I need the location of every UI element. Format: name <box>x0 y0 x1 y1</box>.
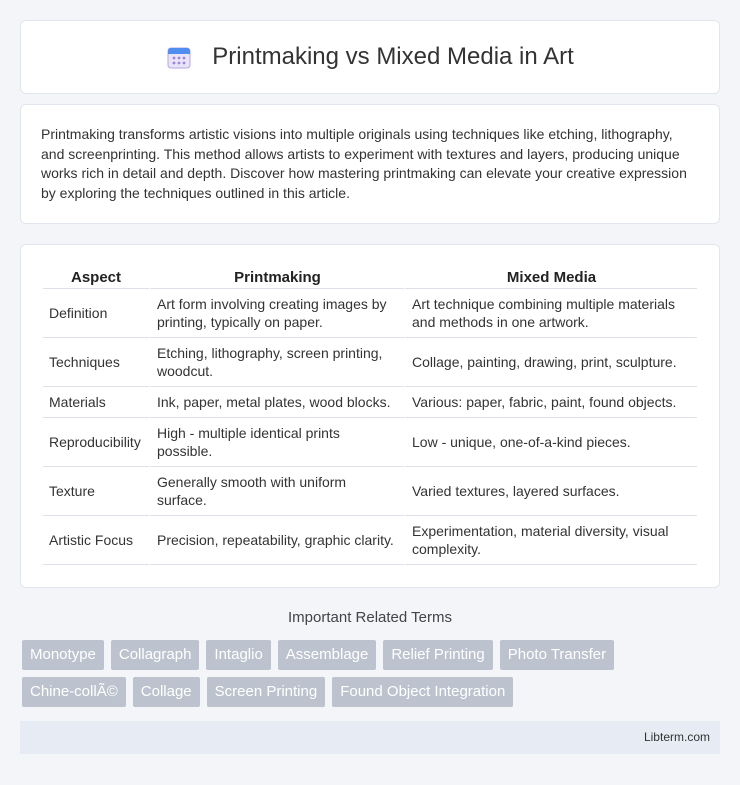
intro-card <box>20 104 720 224</box>
tag-chine-colle[interactable]: Chine-collÃ© <box>22 677 126 707</box>
tag-found-object-integration[interactable]: Found Object Integration <box>332 677 513 707</box>
header-printmaking: Printmaking <box>149 265 404 289</box>
comparison-card <box>20 244 720 588</box>
header-mixed-media: Mixed Media <box>404 265 697 289</box>
calendar-icon <box>166 44 192 70</box>
tag-photo-transfer[interactable]: Photo Transfer <box>500 640 614 670</box>
table-row <box>43 467 697 516</box>
cell-printmaking: Etching, lithography, screen printing, woodcut. <box>149 338 404 387</box>
cell-printmaking: Generally smooth with uniform surface. <box>149 467 404 516</box>
cell-aspect: Reproducibility <box>43 418 149 467</box>
cell-printmaking: Precision, repeatability, graphic clarity. <box>149 516 404 565</box>
cell-aspect: Artistic Focus <box>43 516 149 565</box>
tag-relief-printing[interactable]: Relief Printing <box>383 640 492 670</box>
table-header-row <box>43 265 697 289</box>
tag-screen-printing[interactable]: Screen Printing <box>207 677 326 707</box>
cell-aspect: Texture <box>43 467 149 516</box>
cell-mixed-media: Art technique combining multiple materials and methods in one artwork. <box>404 289 697 338</box>
footer-site-link[interactable]: Libterm.com <box>643 730 710 744</box>
title-card <box>20 20 720 94</box>
cell-printmaking: Ink, paper, metal plates, wood blocks. <box>149 387 404 418</box>
table-row <box>43 338 697 387</box>
cell-printmaking: High - multiple identical prints possible. <box>149 418 404 467</box>
page-title: Printmaking vs Mixed Media in Art <box>212 43 574 70</box>
table-row <box>43 289 697 338</box>
cell-aspect: Materials <box>43 387 149 418</box>
tag-monotype[interactable]: Monotype <box>22 640 104 670</box>
cell-mixed-media: Collage, painting, drawing, print, sculpture. <box>404 338 697 387</box>
footer <box>20 721 720 754</box>
table-row <box>43 516 697 565</box>
comparison-table <box>43 265 697 565</box>
cell-mixed-media: Various: paper, fabric, paint, found objects. <box>404 387 697 418</box>
table-row <box>43 387 697 418</box>
tag-collagraph[interactable]: Collagraph <box>111 640 200 670</box>
tag-assemblage[interactable]: Assemblage <box>278 640 377 670</box>
related-terms-title: Important Related Terms <box>288 609 452 626</box>
cell-printmaking: Art form involving creating images by printing, typically on paper. <box>149 289 404 338</box>
cell-mixed-media: Low - unique, one-of-a-kind pieces. <box>404 418 697 467</box>
cell-aspect: Definition <box>43 289 149 338</box>
cell-aspect: Techniques <box>43 338 149 387</box>
related-terms-tags <box>22 640 722 707</box>
tag-collage[interactable]: Collage <box>133 677 200 707</box>
tag-intaglio[interactable]: Intaglio <box>206 640 270 670</box>
table-row <box>43 418 697 467</box>
intro-text: Printmaking transforms artistic visions into multiple originals using techniques like etching, lithography, and screenprinting. This method allows artists to experiment with textures and layers, producing unique works rich in detail and depth. Discover how mastering printmaking can elevate your creative expression by exploring the techniques outlined in this article. <box>41 126 687 201</box>
cell-mixed-media: Varied textures, layered surfaces. <box>404 467 697 516</box>
header-aspect: Aspect <box>43 265 149 289</box>
cell-mixed-media: Experimentation, material diversity, visual complexity. <box>404 516 697 565</box>
